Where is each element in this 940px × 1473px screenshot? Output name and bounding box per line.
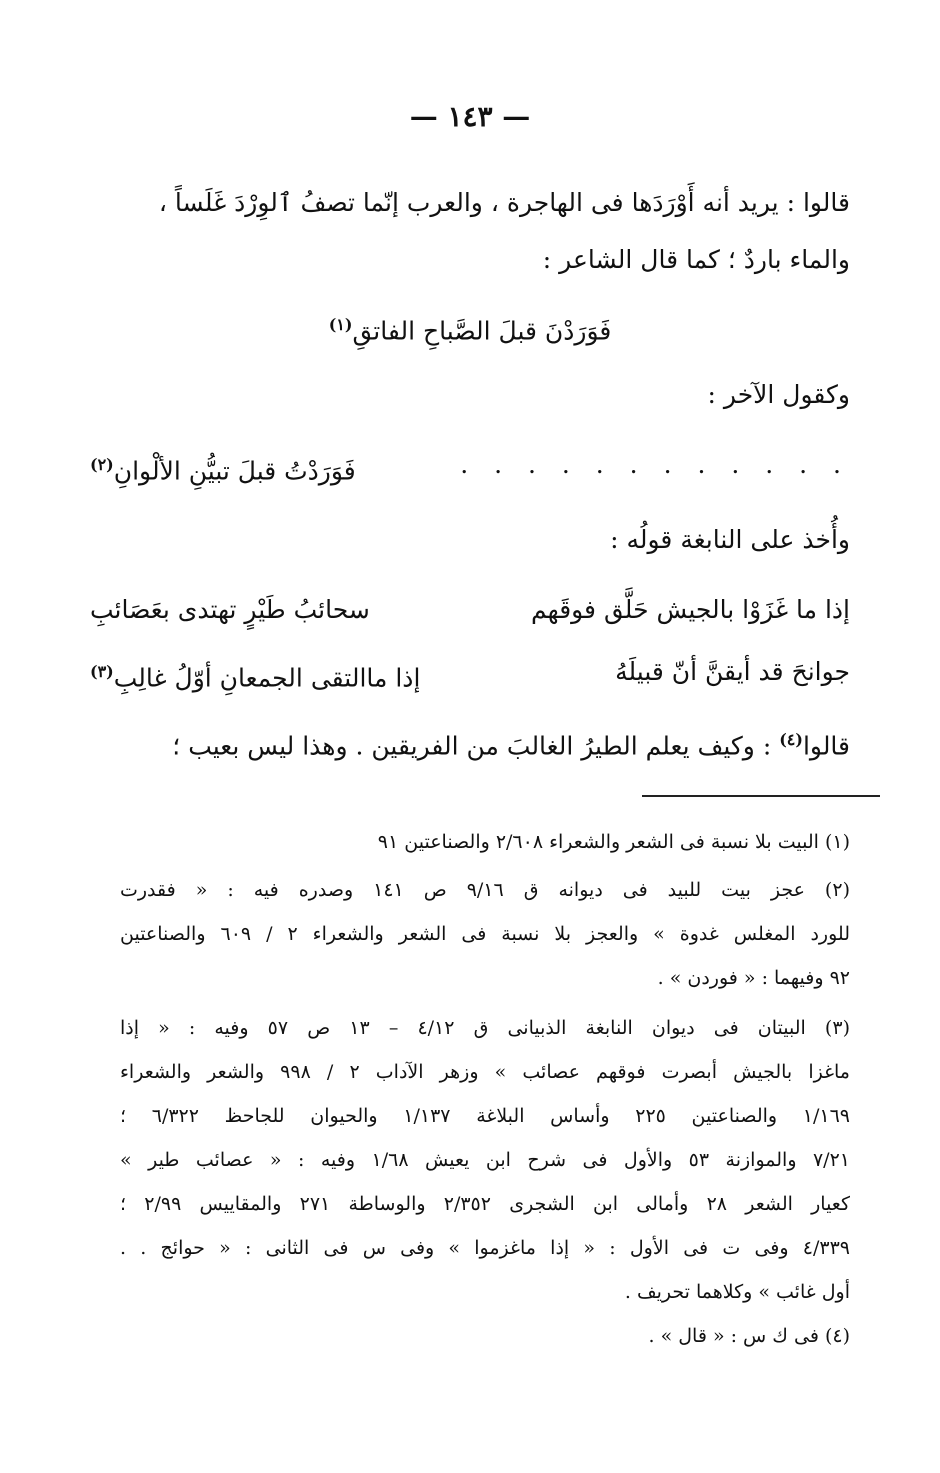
- footnote-3-line-1: (٣) البيتان فى ديوان النابغة الذبيانى ق ٤/١٢ – ١٣ ص ٥٧ وفيه : « إذا: [120, 1017, 850, 1039]
- verse-3-second-hemistich: سحائبُ طَيْرٍ تهتدى بعَصَائبِ: [90, 595, 370, 624]
- body-line-1: قالوا : يريد أنه أَوْرَدَها فى الهاجرة ، والعرب إنّما تصفُ ٱلوِرْدَ غَلَساً ،: [158, 188, 850, 217]
- verse-4-second-hemistich: [90, 652, 420, 698]
- footnote-2-line-1: (٢) عجز بيت للبيد فى ديوانه ق ٩/١٦ ص ١٤١ وصدره فيه : « فقدرت: [120, 879, 850, 901]
- verse-2: [90, 445, 850, 491]
- footnote-3-line-2: ماغزا بالجيش أبصرت فوقهم عصائب » وزهر الآداب ٢ / ٩٩٨ والشعر والشعراء: [120, 1061, 850, 1083]
- verse-2-hemistich: [90, 445, 356, 491]
- footnote-ref-2: (٢): [90, 455, 114, 474]
- footnote-ref-1: (١): [328, 315, 353, 334]
- footnote-4-line-1: (٤) فى ك س : « قال » .: [648, 1325, 850, 1347]
- body-line-4: وأُخذ على النابغة قولُه :: [610, 525, 850, 554]
- verse-4: [90, 652, 850, 698]
- footnote-2-line-3: ٩٢ وفيهما : « فوردن » .: [657, 967, 850, 989]
- footnote-ref-4: (٤): [779, 730, 803, 749]
- footnote-3-line-3: ١/١٦٩ والصناعتين ٢٢٥ وأساس البلاغة ١/١٣٧ والحيوان للجاحظ ٦/٣٢٢ ؛: [120, 1105, 850, 1127]
- body-line-2: والماء باردٌ ؛ كما قال الشاعر :: [542, 245, 850, 274]
- verse-4-first-hemistich: جوانحَ قد أيقنَّ أنّ قبيلَهُ: [615, 657, 850, 686]
- page-number: — ١٤٣ —: [409, 100, 531, 133]
- verse-1: [0, 305, 940, 351]
- body-line-3: وكقول الآخر :: [707, 380, 850, 409]
- body-line-5: [172, 720, 850, 766]
- footnote-3-line-7: أول غائب » وكلاهما تحريف .: [624, 1281, 850, 1303]
- verse-1-text: فَوَرَدْنَ قبلَ الصَّباحِ الفاتقِ: [352, 316, 612, 346]
- footnote-ref-3: (٣): [90, 662, 114, 681]
- footnote-2-line-2: للورد المغلس غدوة » والعجز بلا نسبة فى الشعر والشعراء ٢ / ٦٠٩ والصناعتين: [120, 923, 850, 945]
- footnote-3-line-4: ٧/٢١ والموازنة ٥٣ والأول فى شرح ابن يعيش ١/٦٨ وفيه : « عصائب طير »: [120, 1149, 850, 1171]
- verse-2-ellipsis: . . . . . . . . . . . .: [460, 450, 850, 479]
- footnote-1-line-1: (١) البيت بلا نسبة فى الشعر والشعراء ٢/٦٠٨ والصناعتين ٩١: [377, 831, 850, 853]
- body-line-5-rest: : وكيف يعلم الطيرُ الغالبَ من الفريقين . وهذا ليس بعيب ؛: [172, 731, 772, 761]
- verse-4-second-text: إذا ماالتقى الجمعانِ أوّلُ غالِبِ: [113, 663, 421, 693]
- verse-2-text: فَوَرَدْتُ قبلَ تبيُّنِ الألْوانِ: [113, 456, 356, 486]
- verse-3: [90, 590, 850, 630]
- verse-3-first-hemistich: إذا ما غَزَوْا بالجيش حَلَّق فوقَهم: [531, 595, 850, 624]
- footnote-3-line-5: كعيار الشعر ٢٨ وأمالى ابن الشجرى ٢/٣٥٢ والوساطة ٢٧١ والمقاييس ٢/٩٩ ؛: [120, 1193, 850, 1215]
- body-line-5-start: قالوا: [802, 731, 850, 761]
- footnote-separator: [642, 795, 880, 797]
- footnote-3-line-6: ٤/٣٣٩ وفى ت فى الأول : « إذا ماغزموا » وفى س فى الثانى : « حوائج . .: [120, 1237, 850, 1259]
